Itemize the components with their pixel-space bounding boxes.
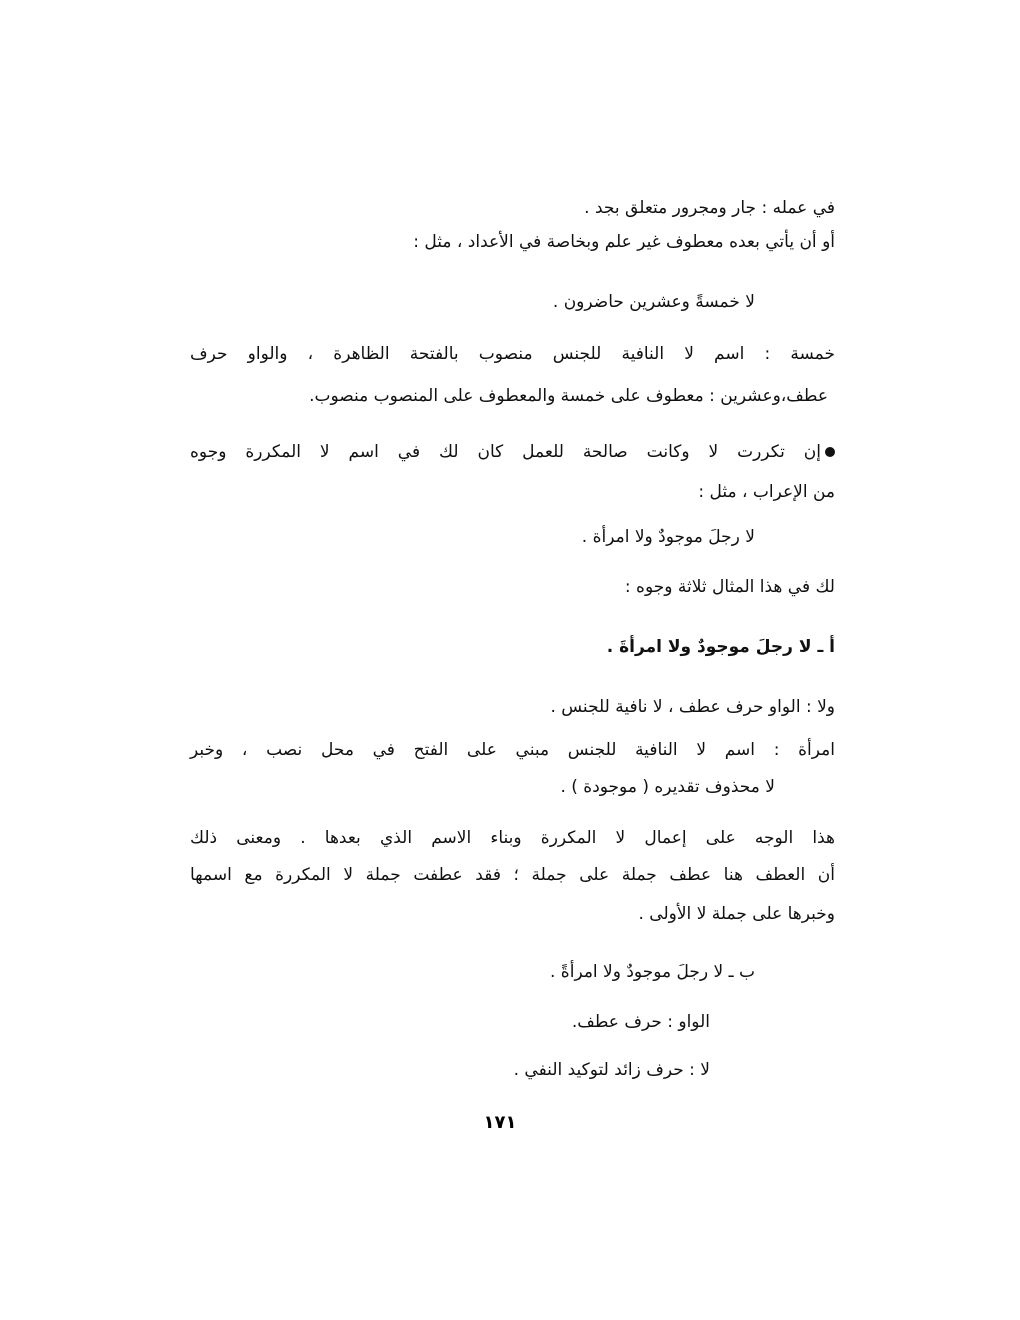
text-line: لا : حرف زائد لتوكيد النفي . — [513, 1060, 710, 1080]
text-line: لك في هذا المثال ثلاثة وجوه : — [624, 577, 835, 597]
text-line: امرأة : اسم لا النافية للجنس مبني على الفتح في محل نصب ، وخبر — [190, 740, 835, 760]
page-number: ١٧١ — [483, 1112, 517, 1133]
example-line: لا رجلَ موجودٌ ولا امرأة . — [581, 527, 755, 547]
bullet-paragraph-line — [190, 440, 835, 464]
text-line: لا محذوف تقديره ( موجودة ) . — [560, 777, 775, 797]
heading-a: أ ـ لا رجلَ موجودٌ ولا امرأةَ . — [606, 637, 835, 657]
text-line: هذا الوجه على إعمال لا المكررة وبناء الاسم الذي بعدها . ومعنى ذلك — [190, 828, 835, 848]
text-line: من الإعراب ، مثل : — [698, 482, 835, 502]
text-line: في عمله : جار ومجرور متعلق بجد . — [584, 198, 835, 218]
text-line: خمسة : اسم لا النافية للجنس منصوب بالفتحة الظاهرة ، والواو حرف — [190, 344, 835, 364]
text-line: الواو : حرف عطف. — [571, 1012, 710, 1032]
text-line: وخبرها على جملة لا الأولى . — [638, 904, 835, 924]
heading-b: ب ـ لا رجلَ موجودٌ ولا امرأةً . — [550, 962, 755, 982]
text-line: أن العطف هنا عطف جملة على جملة ؛ فقد عطفت جملة لا المكررة مع اسمها — [190, 865, 835, 885]
bullet-icon — [825, 447, 835, 457]
example-line: لا خمسةً وعشرين حاضرون . — [552, 292, 755, 312]
text-span: إن تكررت لا وكانت صالحة للعمل كان لك في اسم لا المكررة وجوه — [190, 442, 821, 462]
text-line: عطف،وعشرين : معطوف على خمسة والمعطوف على المنصوب منصوب. — [309, 386, 828, 406]
text-line: ولا : الواو حرف عطف ، لا نافية للجنس . — [550, 697, 835, 717]
text-line: أو أن يأتي بعده معطوف غير علم وبخاصة في الأعداد ، مثل : — [413, 232, 835, 252]
